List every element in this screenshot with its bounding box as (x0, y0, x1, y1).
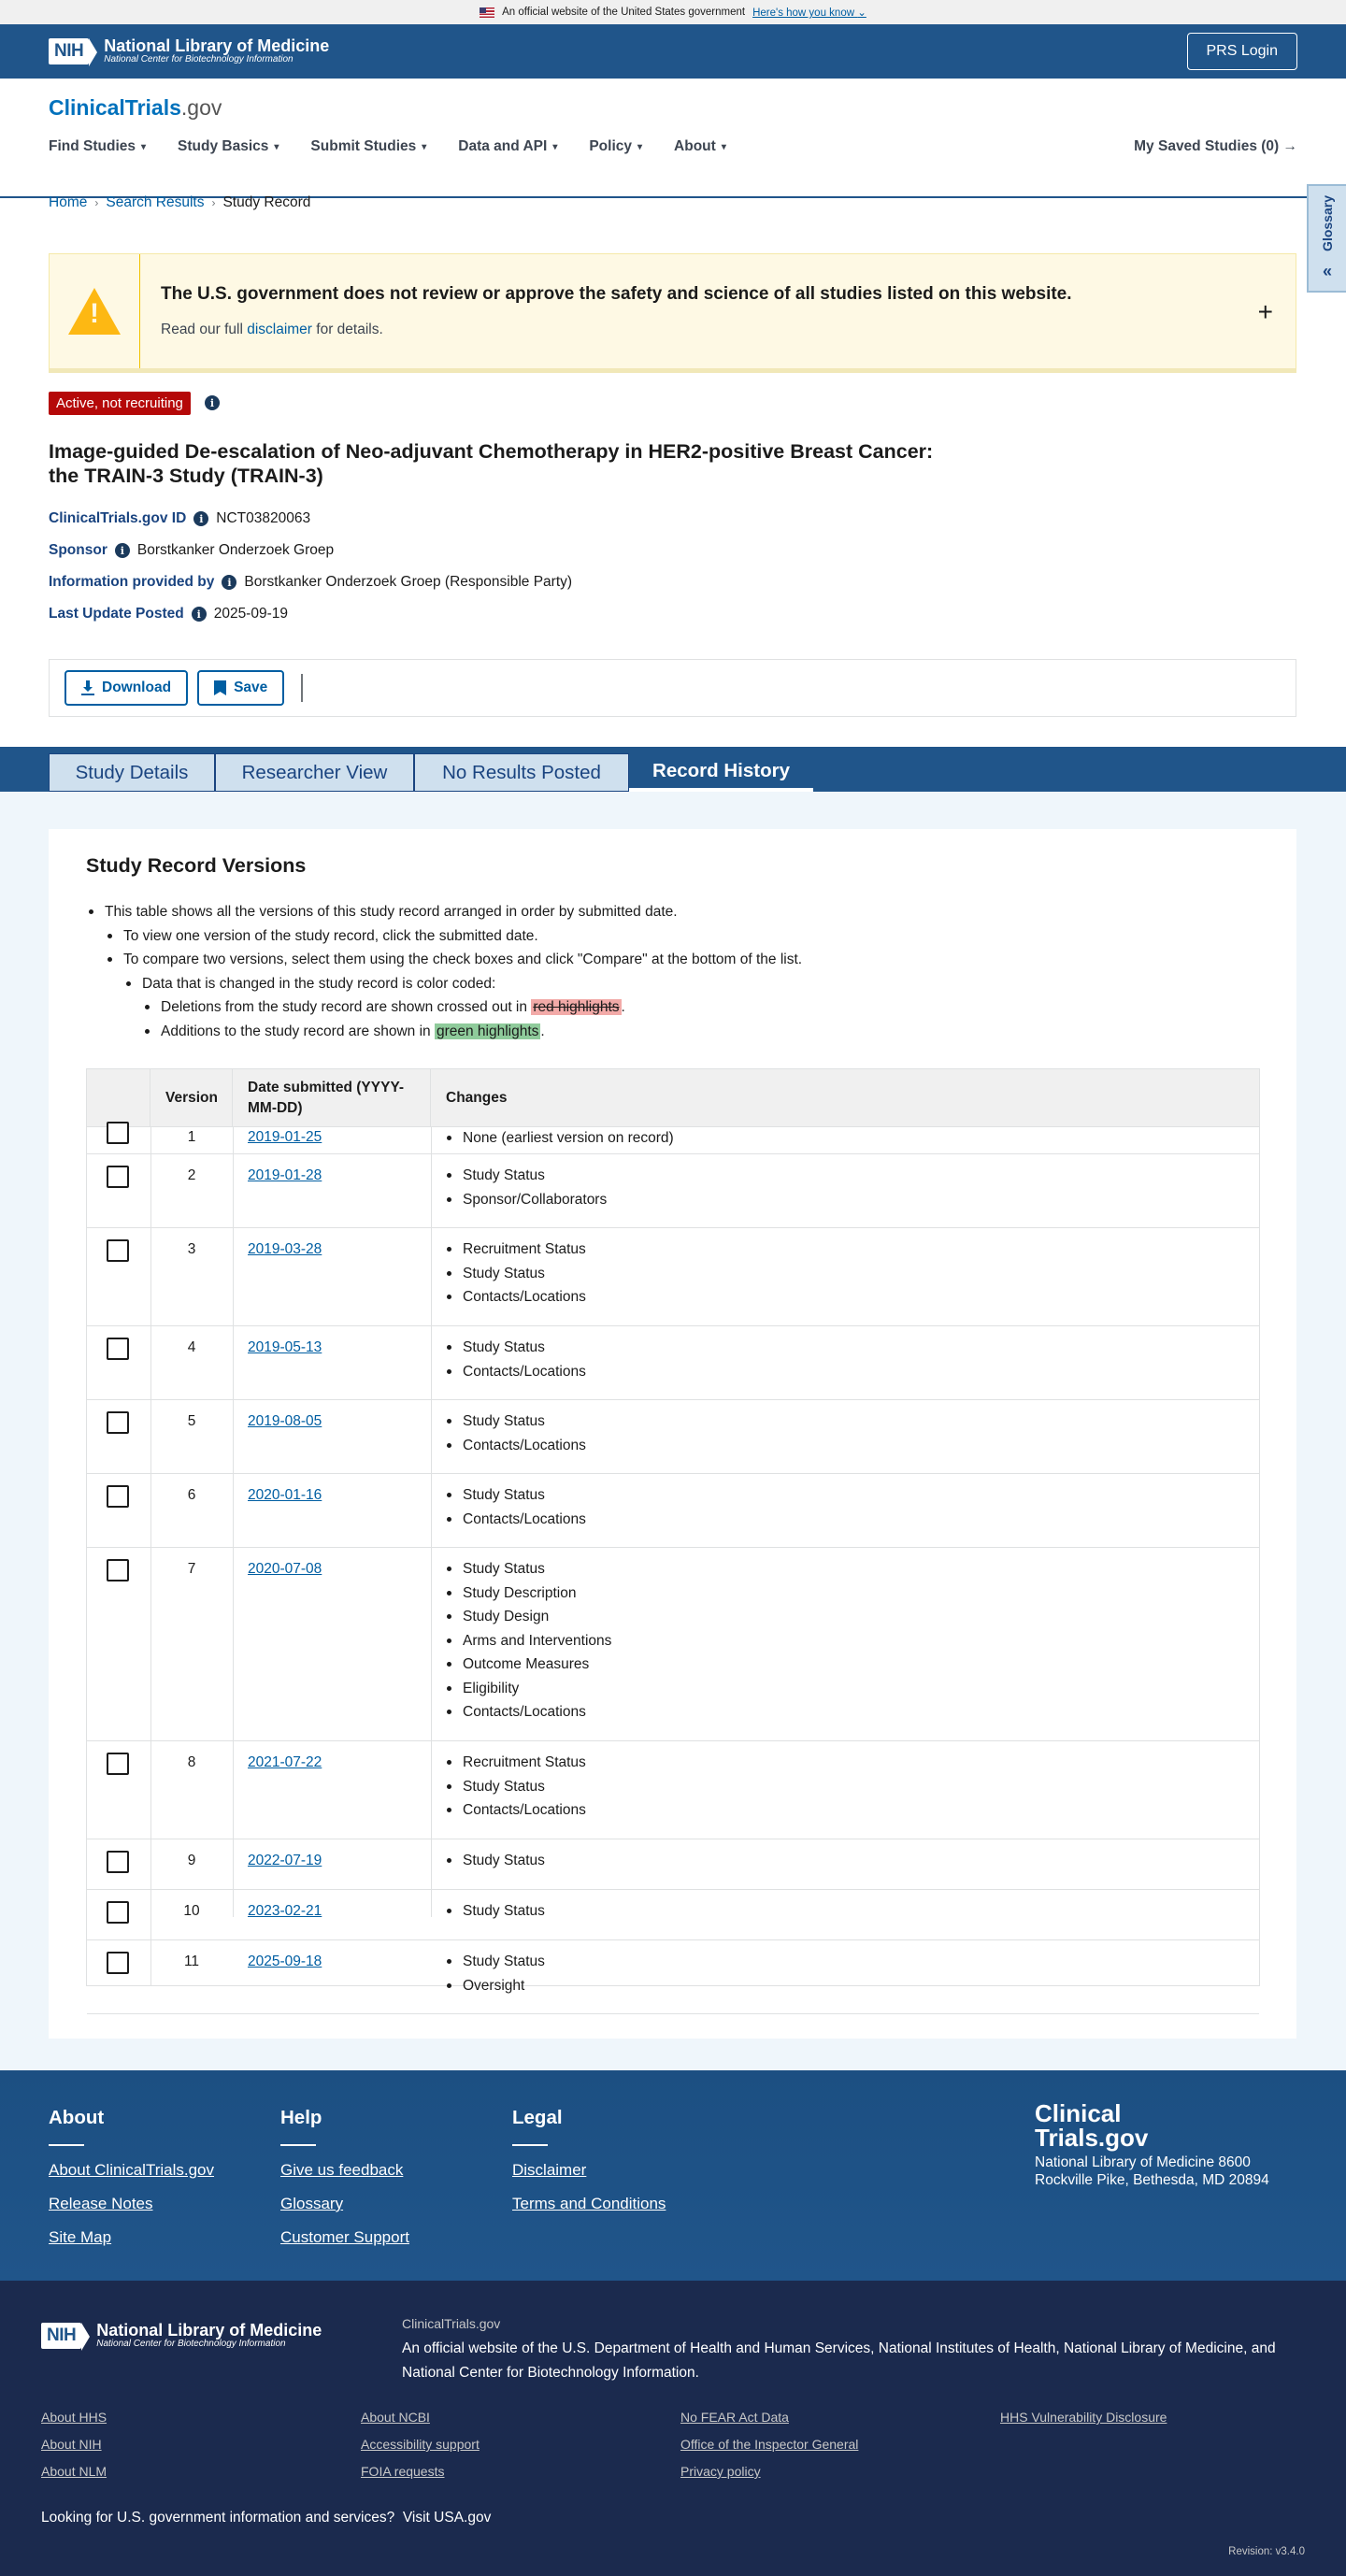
double-chevron-left-icon: « (1322, 262, 1332, 280)
change-item: Study Status (444, 1899, 545, 1924)
last-update-value: 2025-09-19 (213, 606, 288, 622)
breadcrumb-home[interactable]: Home (49, 194, 88, 210)
table-row (87, 1474, 1259, 1548)
site-header (0, 79, 1346, 198)
change-item: Oversight (444, 1974, 545, 1998)
version-number: 8 (187, 1754, 196, 1770)
footer-bottom-link[interactable]: HHS Vulnerability Disclosure (1000, 2410, 1167, 2425)
provided-by-row (49, 574, 572, 591)
compare-checkbox[interactable] (107, 1166, 129, 1188)
chevron-down-icon: ⌄ (857, 7, 866, 19)
nav-find-studies[interactable]: Find Studies ▾ (49, 138, 147, 154)
footer-site-name: ClinicalTrials.gov (402, 2316, 501, 2331)
change-item: Contacts/Locations (444, 1700, 611, 1724)
nih-logo-title: National Library of Medicine (104, 36, 330, 56)
change-item: Arms and Interventions (444, 1629, 611, 1653)
note-item: To view one version of the study record, click the submitted date. (105, 924, 802, 949)
clinicaltrials-logo[interactable]: ClinicalTrials.gov (49, 95, 222, 120)
nav-study-basics[interactable]: Study Basics ▾ (178, 138, 279, 154)
change-item: Study Status (444, 1410, 586, 1434)
revision-text: Revision: v3.4.0 (1228, 2546, 1305, 2557)
header-version: Version (150, 1069, 233, 1127)
footer-bottom-link[interactable]: No FEAR Act Data (680, 2410, 789, 2425)
version-date-link[interactable]: 2020-01-16 (248, 1487, 322, 1503)
bookmark-icon (214, 680, 226, 695)
info-icon[interactable]: i (205, 395, 220, 410)
changes-list (444, 1557, 611, 1724)
breadcrumb-current: Study Record (222, 194, 311, 210)
change-item: Study Design (444, 1605, 611, 1629)
footer-divider (49, 2144, 84, 2146)
change-item: Study Status (444, 1775, 586, 1799)
change-item: Study Description (444, 1581, 611, 1606)
change-item: Recruitment Status (444, 1238, 586, 1262)
table-header (87, 1069, 1259, 1127)
change-item: Outcome Measures (444, 1653, 611, 1677)
changes-list (444, 1126, 674, 1151)
footer-bottom-link[interactable]: About HHS (41, 2410, 107, 2425)
note-item: Deletions from the study record are shown crossed out in red highlights . (142, 995, 802, 1020)
changes-list (444, 1336, 586, 1383)
note-item: Data that is changed in the study record is color coded: (123, 972, 802, 996)
footer-link-release-notes[interactable]: Release Notes (49, 2195, 153, 2212)
nih-logo-title: National Library of Medicine (96, 2321, 322, 2340)
footer-official-text: An official website of the U.S. Department of Health and Human Services, National Institutes of Health, National Library of Medicine, and National Center for Biotechnology Information. (402, 2340, 1276, 2381)
header-changes: Changes (446, 1090, 508, 1106)
version-number: 6 (187, 1487, 196, 1503)
table-row (87, 1326, 1259, 1400)
versions-heading: Study Record Versions (86, 854, 307, 877)
version-number: 3 (187, 1241, 196, 1257)
info-icon[interactable]: i (222, 575, 236, 590)
disclaimer-link[interactable]: disclaimer (247, 322, 312, 337)
nav-data-and-api[interactable]: Data and API ▾ (458, 138, 558, 154)
version-number: 5 (187, 1413, 196, 1429)
glossary-label: Glossary (1320, 195, 1335, 251)
footer-link-customer-support[interactable]: Customer Support (280, 2228, 409, 2246)
chevron-down-icon: ▾ (637, 141, 643, 152)
changes-list (444, 1238, 586, 1309)
prs-login-button[interactable]: PRS Login (1187, 33, 1298, 70)
sponsor-value: Borstkanker Onderzoek Groep (136, 542, 335, 558)
chevron-down-icon: ▾ (552, 141, 558, 152)
chevron-down-icon: ▾ (141, 141, 147, 152)
record-history-card (49, 829, 1296, 2039)
tab-no-results-posted[interactable]: No Results Posted (414, 753, 629, 792)
footer-legal-title: Legal (512, 2107, 563, 2128)
my-saved-studies-link[interactable]: My Saved Studies (0) → (1134, 138, 1297, 154)
footer-bottom-link[interactable]: Accessibility support (361, 2437, 480, 2452)
info-icon[interactable]: i (193, 511, 208, 526)
footer-bottom-link[interactable]: About NCBI (361, 2410, 430, 2425)
changes-list (444, 1410, 586, 1457)
compare-checkbox[interactable] (107, 1239, 129, 1262)
footer-bottom (0, 2281, 1346, 2576)
nav-submit-studies[interactable]: Submit Studies ▾ (310, 138, 427, 154)
study-id-label: ClinicalTrials.gov ID (49, 510, 187, 526)
study-id-value: NCT03820063 (216, 510, 311, 526)
version-date-link[interactable]: 2019-01-25 (248, 1129, 322, 1145)
us-flag-icon (480, 7, 494, 18)
version-date-link[interactable]: 2025-09-18 (248, 1953, 322, 1969)
footer-about-col (49, 2107, 214, 2262)
footer-about-title: About (49, 2107, 105, 2128)
compare-checkbox[interactable] (107, 1485, 129, 1508)
footer-link-about-ct[interactable]: About ClinicalTrials.gov (49, 2161, 214, 2179)
nav-policy[interactable]: Policy ▾ (589, 138, 643, 154)
footer-usa-line: Looking for U.S. government information and services? Visit USA.gov (41, 2510, 492, 2526)
alert-text: Read our full disclaimer for details. (161, 322, 383, 337)
changes-list (444, 1483, 586, 1531)
change-item: Contacts/Locations (444, 1508, 586, 1532)
table-row (87, 1154, 1259, 1228)
table-row (87, 1127, 1259, 1154)
last-update-label: Last Update Posted (49, 606, 184, 622)
version-date-link[interactable]: 2019-03-28 (248, 1241, 322, 1257)
version-number: 9 (187, 1853, 196, 1868)
link-hhs[interactable]: U.S. Department of Health and Human Services (562, 2340, 871, 2356)
breadcrumb-separator-icon: › (94, 196, 99, 209)
nih-logo-box: NIH (41, 2323, 81, 2349)
changes-list (444, 1849, 545, 1873)
footer-divider (512, 2144, 548, 2146)
change-item: Sponsor/Collaborators (444, 1188, 607, 1212)
save-button[interactable]: Save (197, 670, 284, 706)
table-row (87, 1741, 1259, 1839)
note-item: To compare two versions, select them using the check boxes and click "Compare" at the bottom of the list. (105, 948, 802, 972)
gov-banner (0, 0, 1346, 24)
changes-list (444, 1164, 607, 1211)
footer-bottom-link[interactable]: Office of the Inspector General (680, 2437, 859, 2452)
info-icon[interactable]: i (115, 543, 130, 558)
footer-bottom-link[interactable]: Privacy policy (680, 2464, 761, 2479)
footer-bottom-link[interactable]: FOIA requests (361, 2464, 445, 2479)
change-item: Study Status (444, 1950, 545, 1974)
footer-bottom-link[interactable]: About NIH (41, 2437, 102, 2452)
table-row (87, 1890, 1259, 1940)
compare-checkbox[interactable] (107, 1338, 129, 1360)
change-item: None (earliest version on record) (444, 1126, 674, 1151)
breadcrumb-search-results[interactable]: Search Results (106, 194, 205, 210)
changes-list (444, 1899, 545, 1924)
version-number: 4 (187, 1339, 196, 1355)
table-row (87, 1940, 1259, 2014)
main-nav (49, 138, 726, 155)
change-item: Recruitment Status (444, 1751, 586, 1775)
nih-logo-box: NIH (49, 38, 89, 64)
versions-table (86, 1068, 1260, 1994)
footer-help-title: Help (280, 2107, 322, 2128)
footer-link-site-map[interactable]: Site Map (49, 2228, 112, 2246)
compare-checkbox[interactable] (107, 1851, 129, 1873)
heres-how-you-know-link[interactable]: Here's how you know ⌄ (752, 7, 866, 19)
version-number: 10 (183, 1903, 200, 1919)
change-item: Study Status (444, 1557, 611, 1581)
chevron-down-icon: ▾ (422, 141, 427, 152)
change-item: Study Status (444, 1483, 586, 1508)
footer-nih-logo[interactable] (41, 2322, 322, 2349)
divider (301, 674, 303, 702)
change-item: Study Status (444, 1849, 545, 1873)
action-bar (49, 659, 1296, 717)
nih-logo[interactable] (49, 37, 329, 64)
change-item: Contacts/Locations (444, 1360, 586, 1384)
link-nlm[interactable]: National Library of Medicine (1063, 2340, 1244, 2356)
change-item: Contacts/Locations (444, 1434, 586, 1458)
nav-about[interactable]: About ▾ (674, 138, 726, 154)
compare-checkbox[interactable] (107, 1122, 129, 1144)
nih-header (0, 24, 1346, 79)
compare-checkbox[interactable] (107, 1901, 129, 1924)
changes-list (444, 1950, 545, 1997)
breadcrumb-separator-icon: › (211, 196, 216, 209)
sponsor-row (49, 542, 334, 559)
change-item: Contacts/Locations (444, 1285, 586, 1309)
tab-study-details[interactable]: Study Details (49, 753, 215, 792)
link-nih[interactable]: National Institutes of Health (878, 2340, 1056, 2356)
provided-by-value: Borstkanker Onderzoek Groep (Responsible Party) (244, 574, 573, 590)
footer-address: National Library of Medicine 8600 Rockville Pike, Bethesda, MD 20894 (1035, 2154, 1269, 2189)
nih-logo-subtitle: National Center for Biotechnology Information (104, 54, 294, 65)
visit-usa-gov-link[interactable]: Visit USA.gov (402, 2510, 492, 2526)
tab-record-history[interactable]: Record History (629, 753, 813, 792)
study-id-row (49, 510, 310, 527)
footer-link-feedback[interactable]: Give us feedback (280, 2161, 404, 2179)
footer-legal-col (512, 2107, 666, 2228)
footer-ct-logo (1035, 2101, 1287, 2190)
breadcrumb (49, 194, 310, 211)
footer-help-col (280, 2107, 409, 2262)
change-item: Study Status (444, 1262, 586, 1286)
change-item: Study Status (444, 1336, 586, 1360)
compare-checkbox[interactable] (107, 1753, 129, 1775)
header-date-submitted: Date submitted (YYYY-MM-DD) (233, 1069, 431, 1127)
version-number: 11 (183, 1953, 200, 1969)
footer-ct-logo-text[interactable]: Clinical Trials.gov (1035, 2099, 1149, 2152)
expand-plus-icon[interactable]: + (1257, 297, 1273, 326)
note-item: This table shows all the versions of this study record arranged in order by submitted date. (86, 900, 802, 924)
version-date-link[interactable]: 2022-07-19 (248, 1853, 322, 1868)
table-row (87, 1839, 1259, 1890)
alert-heading: The U.S. government does not review or approve the safety and science of all studies listed on this website. (161, 284, 1072, 304)
arrow-right-icon: → (1282, 138, 1297, 154)
green-highlight-sample: green highlights (436, 1023, 539, 1039)
table-row (87, 1228, 1259, 1326)
versions-notes (86, 900, 802, 1043)
compare-checkbox[interactable] (107, 1952, 129, 1974)
red-highlight-sample: red highlights (533, 999, 620, 1015)
footer-link-disclaimer[interactable]: Disclaimer (512, 2161, 587, 2179)
version-number: 7 (187, 1561, 196, 1577)
compare-checkbox[interactable] (107, 1559, 129, 1581)
warning-icon (68, 288, 121, 335)
change-item: Study Status (444, 1164, 607, 1188)
version-date-link[interactable]: 2019-08-05 (248, 1413, 322, 1429)
gov-banner-text: An official website of the United States government (502, 7, 746, 18)
note-item: Additions to the study record are shown in green highlights . (142, 1020, 802, 1044)
header-checkbox-col (87, 1069, 150, 1127)
nih-logo-subtitle: National Center for Biotechnology Information (96, 2338, 286, 2349)
footer-divider (280, 2144, 316, 2146)
disclaimer-alert (49, 253, 1296, 373)
status-badge: Active, not recruiting (49, 392, 191, 415)
table-row (87, 1400, 1259, 1474)
compare-checkbox[interactable] (107, 1411, 129, 1434)
last-update-row (49, 606, 288, 623)
download-button[interactable]: Download (64, 670, 188, 706)
change-item: Contacts/Locations (444, 1798, 586, 1823)
version-date-link[interactable]: 2020-07-08 (248, 1561, 322, 1577)
footer-link-glossary[interactable]: Glossary (280, 2195, 344, 2212)
version-number: 1 (187, 1129, 196, 1145)
sponsor-label: Sponsor (49, 542, 107, 558)
footer-link-terms[interactable]: Terms and Conditions (512, 2195, 666, 2212)
change-item: Eligibility (444, 1677, 611, 1701)
version-date-link[interactable]: 2019-05-13 (248, 1339, 322, 1355)
study-title: Image-guided De-escalation of Neo-adjuvant Chemotherapy in HER2-positive Breast Cancer: the TRAIN-3 Study (TRAIN-3) (49, 440, 934, 488)
chevron-down-icon: ▾ (274, 141, 279, 152)
version-number: 2 (187, 1167, 196, 1183)
version-date-link[interactable]: 2023-02-21 (248, 1903, 322, 1919)
download-icon (81, 680, 94, 695)
glossary-tab[interactable] (1307, 184, 1346, 293)
info-icon[interactable]: i (192, 607, 207, 622)
link-ncbi[interactable]: National Center for Biotechnology Information (402, 2365, 695, 2381)
table-row (87, 1548, 1259, 1741)
chevron-down-icon: ▾ (721, 141, 726, 152)
version-date-link[interactable]: 2019-01-28 (248, 1167, 322, 1183)
provided-by-label: Information provided by (49, 574, 215, 590)
changes-list (444, 1751, 586, 1823)
version-date-link[interactable]: 2021-07-22 (248, 1754, 322, 1770)
tab-researcher-view[interactable]: Researcher View (215, 753, 414, 792)
footer-bottom-link[interactable]: About NLM (41, 2464, 107, 2479)
